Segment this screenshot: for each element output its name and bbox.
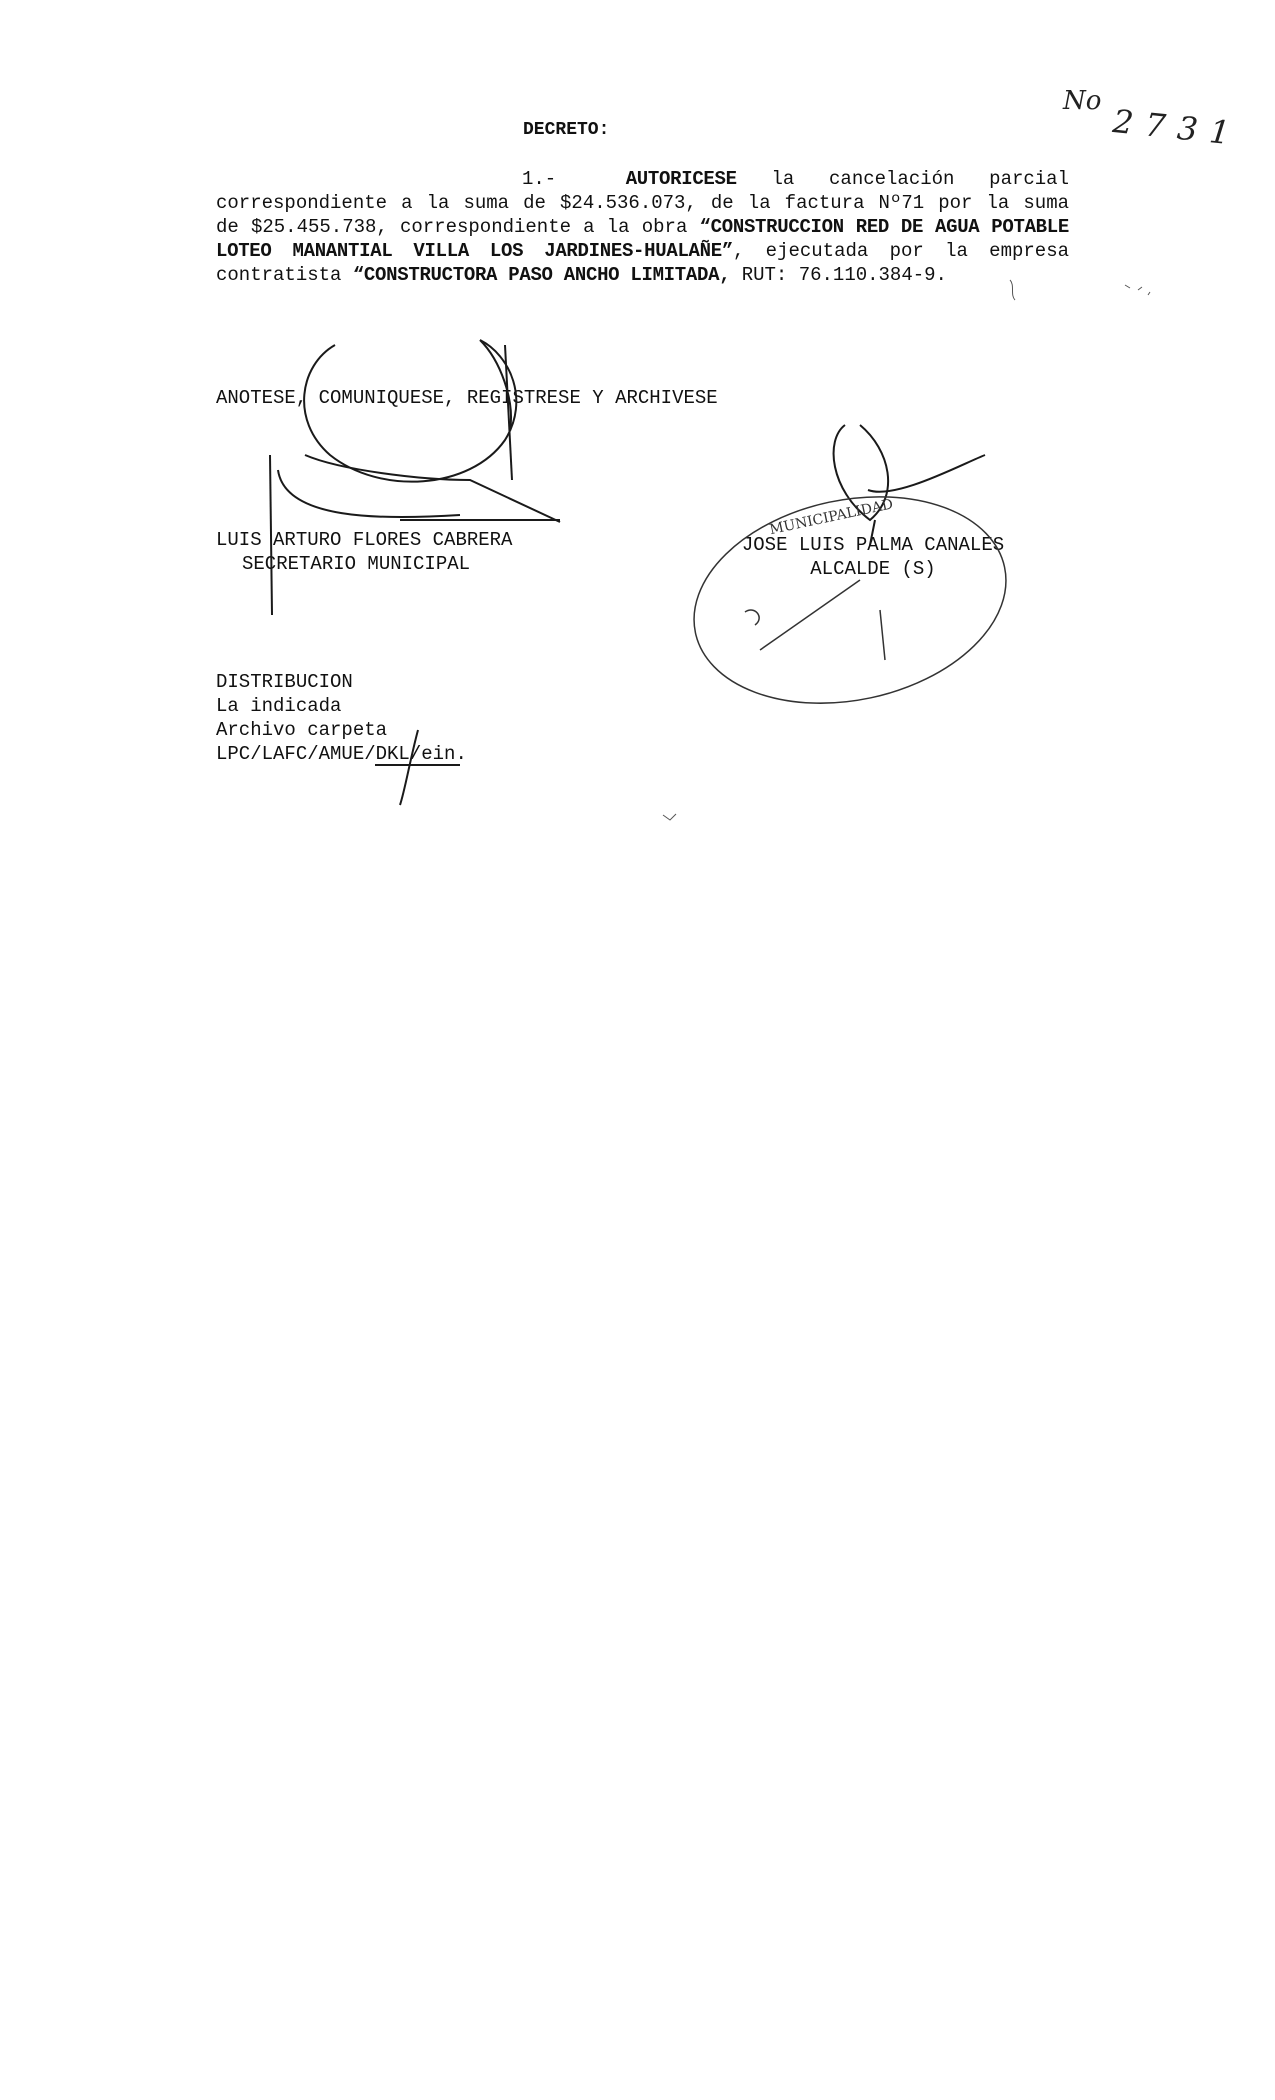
decree-verb: AUTORICESE: [625, 168, 737, 190]
signatory-left-title: SECRETARIO MUNICIPAL: [242, 553, 471, 575]
closing-formula: ANOTESE, COMUNIQUESE, REGISTRESE Y ARCHIVESE: [216, 387, 718, 409]
decree-heading: DECRETO:: [523, 120, 610, 140]
signatory-right: [728, 533, 1018, 581]
document-number-label: No: [1063, 86, 1102, 116]
document-number: 2731: [1111, 102, 1244, 154]
distribution-line: Archivo carpeta: [216, 719, 388, 741]
signatory-left-name: LUIS ARTURO FLORES CABRERA: [216, 529, 513, 551]
signatory-left: [216, 528, 512, 576]
distribution-line: LPC/LAFC/AMUE/DKL/ein.: [216, 743, 467, 765]
company-name: “CONSTRUCTORA PASO ANCHO LIMITADA,: [352, 264, 731, 286]
item-number: 1.-: [522, 168, 557, 190]
right-signature: [834, 425, 985, 545]
distribution-block: [216, 670, 467, 766]
decree-paragraph: [216, 167, 1069, 287]
distribution-heading: DISTRIBUCION: [216, 671, 353, 693]
paragraph-text-1: la cancelación parcial correspondiente a la suma de $24.536.073, de la factura Nº71 por la suma de $25.455.738, correspondiente a la obra: [216, 168, 1069, 238]
work-name: “CONSTRUCCION RED DE AGUA POTABLE LOTEO MANANTIAL VILLA LOS JARDINES-HUALAÑE”: [216, 216, 1069, 262]
signatory-right-title: ALCALDE (S): [810, 558, 936, 580]
paragraph-text-3: RUT: 76.110.384-9.: [730, 264, 947, 286]
seal-text: MUNICIPALIDAD: [768, 496, 895, 539]
distribution-line: La indicada: [216, 695, 342, 717]
paragraph-text-2: , ejecutada por la empresa contratista: [216, 240, 1069, 286]
municipal-seal: [675, 469, 1026, 730]
signatory-right-name: JOSE LUIS PALMA CANALES: [741, 534, 1005, 556]
